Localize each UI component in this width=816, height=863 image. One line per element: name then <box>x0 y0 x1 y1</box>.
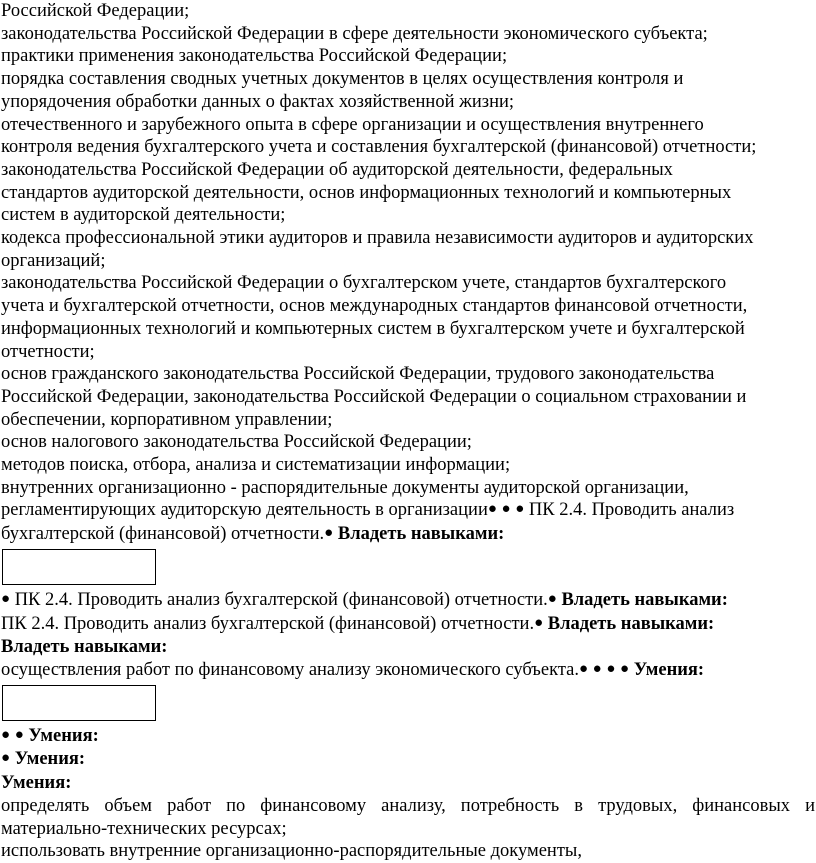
bullet-icon: ● <box>547 590 557 607</box>
bullet-icon: ● <box>606 660 616 677</box>
text-line: Российской Федерации, законодательства Российской Федерации о социальном страховании и <box>1 386 747 407</box>
text-line: использовать внутренние организационно-распорядительные документы, <box>1 841 582 862</box>
skills-heading: Владеть навыками: <box>561 589 728 610</box>
text-line: отечественного и зарубежного опыта в сфере организации и осуществления внутреннего <box>1 114 704 135</box>
bullet-icon: ● <box>1 750 11 767</box>
text-line <box>1 589 815 613</box>
bullet-icon: ● <box>620 660 630 677</box>
abilities-heading: Умения: <box>28 725 99 746</box>
bullet-icon: ● <box>1 726 11 743</box>
text-line: материально-технических ресурсах; <box>1 818 287 839</box>
text-line: порядка составления сводных учетных документов в целях осуществления контроля и <box>1 69 684 90</box>
empty-input-box[interactable] <box>2 549 156 585</box>
text-line: законодательства Российской Федерации о бухгалтерском учете, стандартов бухгалтерского <box>1 273 727 294</box>
text-line: основ налогового законодательства Российской Федерации; <box>1 432 472 453</box>
text-line <box>1 748 815 772</box>
text-fragment: регламентирующих аудиторскую деятельность в организации <box>1 500 488 521</box>
text-line <box>1 659 815 683</box>
bullet-icon: ● <box>487 501 497 518</box>
text-line: законодательства Российской Федерации в сфере деятельности экономического субъекта; <box>1 23 708 44</box>
bullet-icon: ● <box>578 660 589 677</box>
text-line: отчетности; <box>1 341 95 362</box>
text-line <box>1 499 815 523</box>
bullet-icon: ● <box>534 614 544 631</box>
bullet-icon: ● <box>1 590 11 607</box>
bullet-icon: ● <box>324 525 334 542</box>
skills-heading: Владеть навыками: <box>337 524 505 545</box>
text-line <box>1 772 815 795</box>
bullet-icon: ● <box>14 726 24 743</box>
text-line: систем в аудиторской деятельности; <box>1 205 286 226</box>
text-line: организаций; <box>1 250 106 271</box>
empty-input-box[interactable] <box>2 685 156 721</box>
text-fragment: ПК 2.4. Проводить анализ бухгалтерской (финансовой) отчетности. <box>10 589 548 610</box>
text-line: стандартов аудиторской деятельности, основ информационных технологий и компьютерных <box>1 182 732 203</box>
text-line: определять объем работ по финансовому анализу, потребность в трудовых, финансовых и <box>1 795 815 816</box>
text-line <box>1 636 815 659</box>
abilities-heading: Умения: <box>633 659 705 680</box>
text-line: обеспечении, корпоративном управлении; <box>1 409 333 430</box>
text-line <box>1 725 815 749</box>
text-line: основ гражданского законодательства Российской Федерации, трудового законодательства <box>1 364 715 385</box>
skills-heading: Владеть навыками: <box>1 637 168 658</box>
abilities-heading: Умения: <box>1 773 72 794</box>
text-fragment: ПК 2.4. Проводить анализ бухгалтерской (финансовой) отчетности. <box>1 613 535 634</box>
abilities-heading: Умения: <box>14 749 86 770</box>
text-line: контроля ведения бухгалтерского учета и составления бухгалтерской (финансовой) отчетности; <box>1 137 757 158</box>
text-line: кодекса профессиональной этики аудиторов и правила независимости аудиторов и аудиторских <box>1 228 754 249</box>
text-line: внутренних организационно - распорядительные документы аудиторской организации, <box>1 477 689 498</box>
text-line: методов поиска, отбора, анализа и систематизации информации; <box>1 455 511 476</box>
text-line: практики применения законодательства Российской Федерации; <box>1 46 508 67</box>
skills-heading: Владеть навыками: <box>547 613 715 634</box>
text-line: учета и бухгалтерской отчетности, основ международных стандартов финансовой отчетности, <box>1 296 748 317</box>
text-line <box>1 613 815 637</box>
text-line: информационных технологий и компьютерных систем в бухгалтерском учете и бухгалтерской <box>1 318 745 339</box>
text-line <box>1 523 815 547</box>
text-line: законодательства Российской Федерации об аудиторской деятельности, федеральных <box>1 159 673 180</box>
bullet-icon: ● <box>515 501 525 518</box>
text-line: Российской Федерации; <box>1 1 190 21</box>
text-line: упорядочения обработки данных о фактах хозяйственной жизни; <box>1 91 515 112</box>
text-fragment: бухгалтерской (финансовой) отчетности. <box>1 524 325 545</box>
text-fragment: осуществления работ по финансовому анализу экономического субъекта. <box>1 659 579 680</box>
bullet-icon: ● <box>592 660 602 677</box>
text-fragment: ПК 2.4. Проводить анализ <box>524 500 735 521</box>
bullet-icon: ● <box>501 501 511 518</box>
